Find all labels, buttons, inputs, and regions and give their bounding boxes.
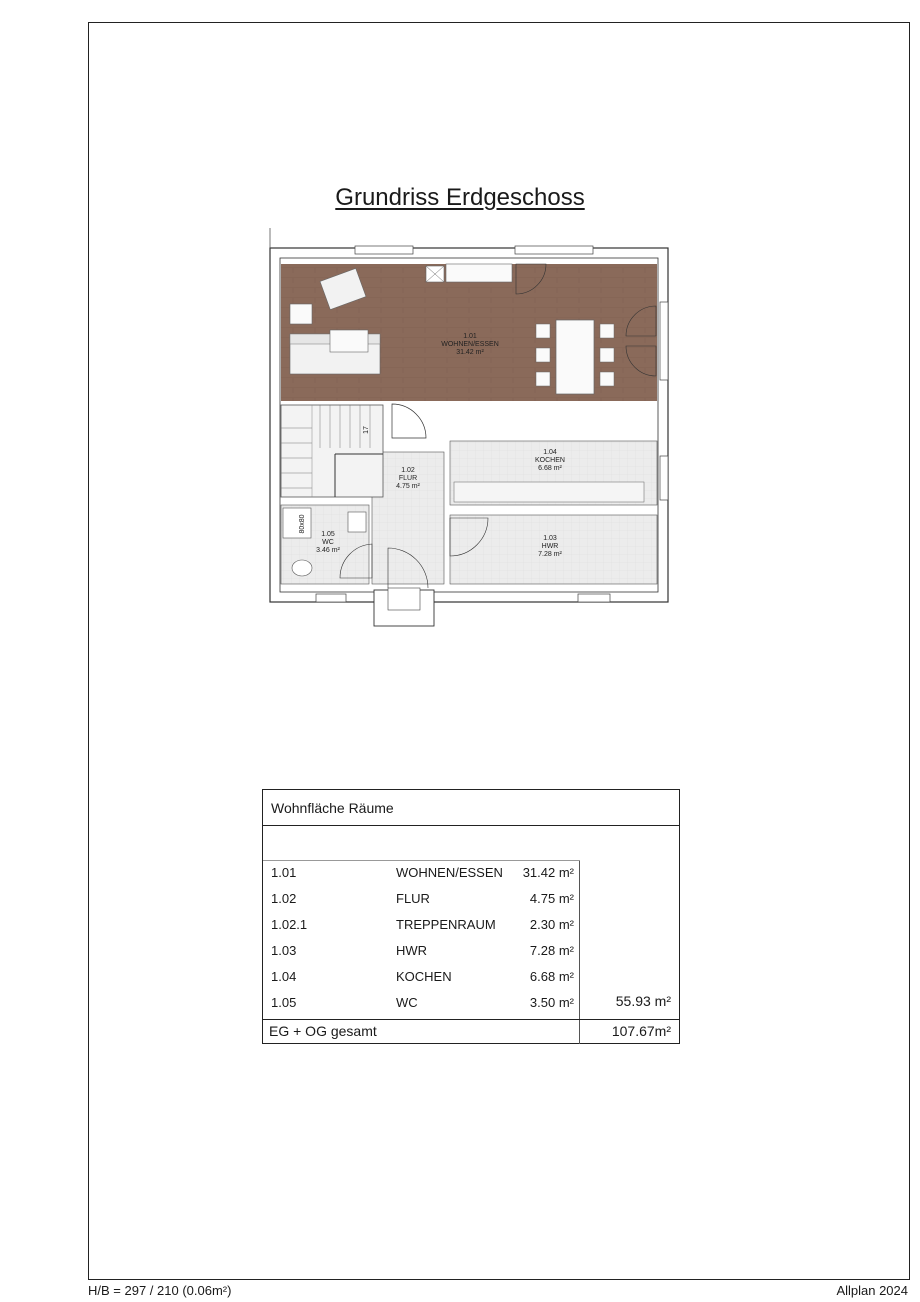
table-row: 1.03 HWR 7.28 m² bbox=[271, 943, 574, 958]
svg-text:1.04: 1.04 bbox=[543, 449, 557, 456]
svg-text:WOHNEN/ESSEN: WOHNEN/ESSEN bbox=[441, 341, 499, 348]
side-table bbox=[290, 304, 312, 324]
table-row: 1.02.1 TREPPENRAUM 2.30 m² bbox=[271, 917, 574, 932]
svg-text:1.02: 1.02 bbox=[401, 467, 415, 474]
svg-text:WC: WC bbox=[322, 539, 334, 546]
table-row: 1.04 KOCHEN 6.68 m² bbox=[271, 969, 574, 984]
subtotal-value: 55.93 m² bbox=[615, 993, 671, 1009]
window bbox=[578, 594, 610, 602]
svg-text:31.42 m²: 31.42 m² bbox=[456, 349, 484, 356]
table-row: 1.05 WC 3.50 m² bbox=[271, 995, 574, 1010]
area-table bbox=[262, 789, 680, 1044]
window bbox=[515, 246, 593, 254]
chair bbox=[536, 348, 550, 362]
washbasin bbox=[348, 512, 366, 532]
kitchen-counter bbox=[454, 482, 644, 502]
total-label: EG + OG gesamt bbox=[269, 1023, 377, 1039]
chair bbox=[600, 372, 614, 386]
table-row: 1.01 WOHNEN/ESSEN 31.42 m² bbox=[271, 865, 574, 880]
shower-tray bbox=[283, 508, 311, 538]
svg-text:1.01: 1.01 bbox=[463, 333, 477, 340]
chair bbox=[600, 324, 614, 338]
window bbox=[355, 246, 413, 254]
shower-size-label: 80x80 bbox=[299, 514, 306, 534]
chair bbox=[536, 372, 550, 386]
svg-text:KOCHEN: KOCHEN bbox=[535, 457, 565, 464]
chair bbox=[600, 348, 614, 362]
entrance-door bbox=[388, 588, 420, 610]
toilet bbox=[292, 560, 312, 576]
svg-text:FLUR: FLUR bbox=[398, 475, 418, 482]
svg-text:3.46 m²: 3.46 m² bbox=[316, 547, 340, 554]
staircase bbox=[281, 405, 383, 497]
total-value: 107.67m² bbox=[611, 1023, 671, 1039]
svg-text:7.28 m²: 7.28 m² bbox=[538, 551, 562, 558]
svg-text:4.75 m²: 4.75 m² bbox=[396, 483, 420, 490]
software-label: Allplan 2024 bbox=[836, 1283, 908, 1298]
svg-text:HWR: HWR bbox=[541, 543, 559, 550]
dining-table bbox=[556, 320, 594, 394]
sideboard bbox=[446, 264, 512, 282]
chair bbox=[536, 324, 550, 338]
stair-step-count: 17 bbox=[363, 426, 370, 434]
window bbox=[316, 594, 346, 602]
sheet-size-label: H/B = 297 / 210 (0.06m²) bbox=[88, 1283, 232, 1298]
drawing-title: Grundriss Erdgeschoss bbox=[335, 184, 585, 211]
window bbox=[660, 456, 668, 500]
window bbox=[660, 302, 668, 380]
svg-text:1.03: 1.03 bbox=[543, 535, 557, 542]
svg-text:1.05: 1.05 bbox=[321, 531, 335, 538]
svg-text:6.68 m²: 6.68 m² bbox=[538, 465, 562, 472]
table-row: 1.02 FLUR 4.75 m² bbox=[271, 891, 574, 906]
coffee-table bbox=[330, 330, 368, 352]
area-table-title: Wohnfläche Räume bbox=[263, 790, 679, 826]
floor-plan bbox=[260, 218, 680, 630]
